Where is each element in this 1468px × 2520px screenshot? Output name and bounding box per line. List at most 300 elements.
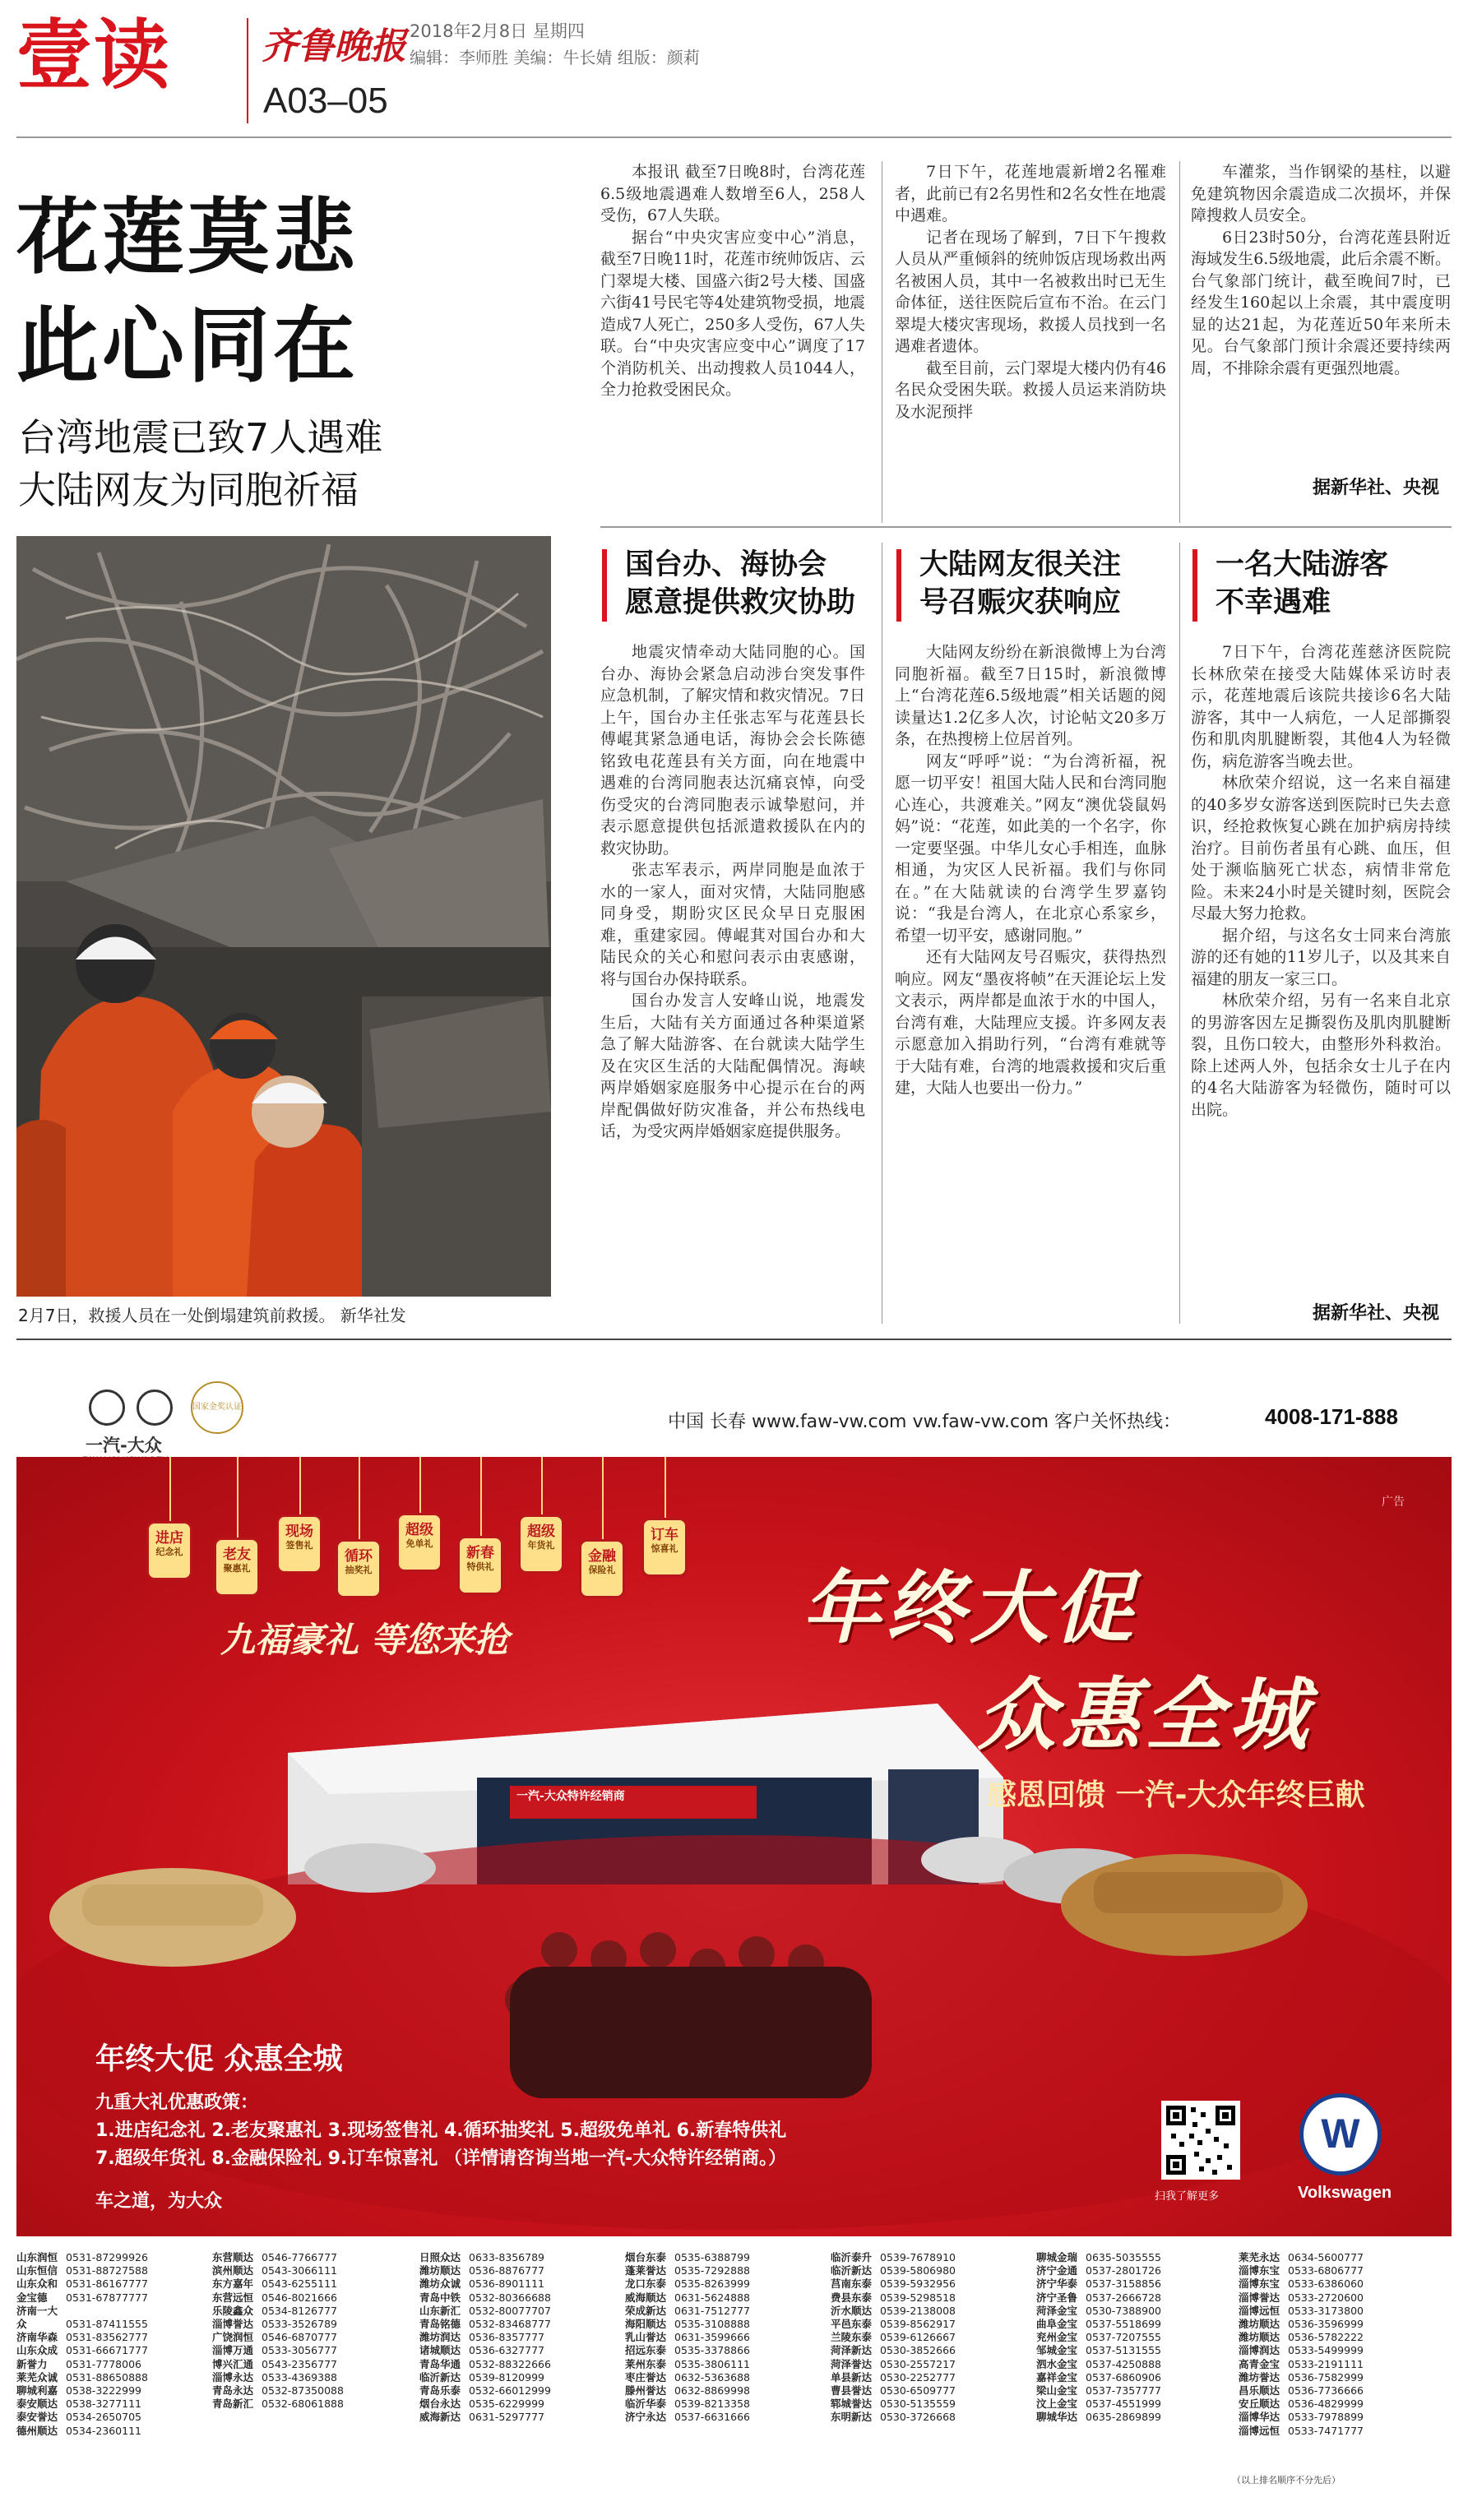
dealer-row: [1036, 2318, 1161, 2331]
section-title: 壹读: [16, 12, 172, 99]
dealer-phone: 0532-83468777: [469, 2318, 551, 2331]
certification-seal: 国家金奖认证: [191, 1381, 243, 1434]
volkswagen-logo-icon: W: [1299, 2093, 1382, 2176]
dealer-name: 临沂新达: [419, 2370, 461, 2384]
dealer-name: 莱芜众诚: [16, 2370, 58, 2384]
dealer-phone: 0535-3378866: [674, 2344, 750, 2357]
dealer-row: [212, 2251, 344, 2264]
rescue-photo-illustration: [16, 536, 551, 1297]
dealer-phone: 0537-6631666: [674, 2411, 750, 2424]
qr-code-icon[interactable]: [1161, 2101, 1240, 2180]
gift-lantern-title: 订车: [651, 1527, 678, 1543]
dealer-phone: 0539-5298518: [880, 2291, 956, 2304]
dealer-row: [1239, 2397, 1364, 2411]
dealer-phone: 0533-2191111: [1288, 2357, 1364, 2370]
dealer-row: [831, 2251, 956, 2264]
dealer-row: [1036, 2371, 1161, 2384]
dealer-row: [16, 2251, 148, 2264]
masthead-divider: [247, 18, 248, 123]
dealer-phone: 0537-4250888: [1086, 2357, 1161, 2370]
dealer-name: 淄博润达: [1239, 2344, 1280, 2357]
dealer-row: [419, 2384, 551, 2397]
dealer-column: [1239, 2251, 1364, 2438]
dealer-phone: 0532-66012999: [469, 2384, 551, 2397]
dealer-phone: 0537-5518699: [1086, 2318, 1161, 2331]
headline-line-1: 花莲莫悲: [16, 189, 359, 285]
dealer-row: [1036, 2411, 1161, 2424]
lantern-string: [665, 1457, 666, 1518]
dealer-phone: 0537-2801726: [1086, 2264, 1161, 2277]
dealer-phone: 0536-7582999: [1288, 2370, 1364, 2384]
dealer-phone: 0533-6806777: [1288, 2264, 1364, 2277]
dealer-phone: 0546-8021666: [262, 2291, 337, 2304]
article-c-byline: 据新华社、央视: [1313, 1303, 1440, 1324]
dealer-row: [1036, 2397, 1161, 2411]
dealer-row: [1239, 2371, 1364, 2384]
dealer-phone: 0530-6509777: [880, 2384, 956, 2397]
lead-article-column-1: [600, 161, 865, 539]
dealer-phone: 0536-3596999: [1288, 2318, 1364, 2331]
dealer-phone: 0536-8357777: [469, 2331, 544, 2344]
dealer-row: [1239, 2264, 1364, 2277]
dealer-name: 莱芜永达: [1239, 2251, 1280, 2263]
gift-lantern: [457, 1536, 503, 1595]
dealer-phone: 0536-8901111: [469, 2277, 544, 2291]
dealer-phone: 0536-4829999: [1288, 2397, 1364, 2411]
dealer-name: 潍坊顺达: [419, 2264, 461, 2277]
gift-lantern-title: 老友: [223, 1547, 251, 1563]
gift-lantern-subtitle: 签售礼: [285, 1540, 313, 1551]
dealer-row: [419, 2331, 551, 2344]
dealer-name: 临沂新达: [831, 2264, 873, 2277]
dealer-name: 济南一大众: [16, 2304, 58, 2331]
dealer-row: [625, 2305, 750, 2318]
dealer-name: 淄博誉达: [212, 2318, 254, 2331]
article-a-paragraph: 张志军表示，两岸同胞是血浓于水的一家人，面对灾情，大陆同胞感同身受，期盼灾区民众早日克服困难，重建家园。傅崐萁对国台办和大陆民众的关心和慰问表示由衷感谢，将与国台办保持联系。: [600, 861, 865, 988]
dealer-phone: 0533-7471777: [1288, 2424, 1364, 2437]
column-divider: [1179, 161, 1180, 523]
dealer-name: 潍坊润达: [419, 2331, 461, 2344]
dealer-phone: 0543-6255111: [262, 2277, 337, 2291]
dealer-phone: 0535-6229999: [469, 2397, 544, 2411]
dealer-name: 昌乐顺达: [1239, 2384, 1280, 2397]
dealer-row: [831, 2411, 956, 2424]
dealer-phone: 0533-7978899: [1288, 2411, 1364, 2424]
dealer-row: [1036, 2344, 1161, 2357]
newspaper-name: 齐鲁晚报: [262, 25, 406, 67]
dealer-name: 广饶润恒: [212, 2331, 254, 2344]
dealer-row: [1036, 2264, 1161, 2277]
headline-line-2: 此心同在: [16, 298, 359, 394]
dealer-name: 东营顺达: [212, 2251, 254, 2263]
dealer-name: 聊城金瑞: [1036, 2251, 1078, 2263]
dealer-name: 日照众达: [419, 2251, 461, 2263]
dealer-name: 青岛乐泰: [419, 2384, 461, 2397]
showroom-billboard: 一汽-大众特许经销商: [516, 1790, 625, 1803]
dealer-name: 枣庄誉达: [625, 2370, 667, 2384]
dealer-row: [1239, 2411, 1364, 2424]
dealer-column: [16, 2251, 148, 2438]
dealer-phone: 0635-5035555: [1086, 2251, 1161, 2263]
dealer-phone: 0539-5932956: [880, 2277, 956, 2291]
dealer-row: [625, 2371, 750, 2384]
dealer-phone: 0532-68061888: [262, 2397, 344, 2411]
faw-logo-icon: [89, 1389, 125, 1426]
dealer-row: [212, 2264, 344, 2277]
dealer-name: 莒南东泰: [831, 2277, 873, 2291]
column-divider: [1179, 543, 1180, 1324]
dealer-name: 青岛铭德: [419, 2318, 461, 2331]
dealer-phone: 0531-7778006: [66, 2357, 141, 2370]
dealer-name: 山东众和: [16, 2277, 58, 2291]
qr-code-pattern: [1165, 2104, 1237, 2176]
dealer-phone: 0535-3806111: [674, 2357, 750, 2370]
dealer-phone: 0632-8869998: [674, 2384, 750, 2397]
rescue-photo: [16, 536, 551, 1297]
dealer-name: 嘉祥金宝: [1036, 2370, 1078, 2384]
dealer-phone: 0539-2138008: [880, 2304, 956, 2317]
gift-lantern: [396, 1513, 442, 1572]
dealer-row: [1239, 2251, 1364, 2264]
dealer-row: [831, 2397, 956, 2411]
dealer-row: [1239, 2318, 1364, 2331]
dealer-phone: 0631-3599666: [674, 2331, 750, 2344]
ad-policy-line-2: 7.超级年货礼 8.金融保险礼 9.订车惊喜礼 （详情请咨询当地一汽-大众特许经销商。）: [95, 2148, 787, 2169]
article-c-title-line-1: 一名大陆游客: [1216, 548, 1389, 581]
dealer-row: [1036, 2331, 1161, 2344]
article-a-paragraph: 国台办发言人安峰山说，地震发生后，大陆有关方面通过各种渠道紧急了解大陆游客、在台就读大陆学生及在灾区生活的大陆配偶情况。海峡两岸婚姻家庭服务中心提示在台的两岸配偶做好防灾准备，并公布热线电话，为受灾两岸婚姻家庭提供服务。: [600, 992, 865, 1140]
dealer-row: [625, 2251, 750, 2264]
dealer-row: [625, 2344, 750, 2357]
dealer-phone: 0534-2650705: [66, 2411, 141, 2424]
lantern-string: [169, 1457, 171, 1521]
dealer-row: [419, 2291, 551, 2305]
dealer-name: 梁山金宝: [1036, 2384, 1078, 2397]
article-a-paragraph: 地震灾情牵动大陆同胞的心。国台办、海协会紧急启动涉台突发事件应急机制，了解灾情和救灾情况。7日上午，国台办主任张志军与花莲县长傅崐萁紧急通电话，海协会会长陈德铭致电花莲县有关方面，向在地震中遇难的台湾同胞表达沉痛哀悼，向受伤受灾的台湾同胞表示诚挚慰问，并表示愿意提供包括派遣救援队在内的救灾协助。: [600, 643, 865, 858]
gift-lantern: [146, 1521, 192, 1580]
dealer-phone: 0534-8126777: [262, 2304, 337, 2317]
gift-lantern-title: 新春: [466, 1545, 494, 1561]
dealer-phone: 0634-5600777: [1288, 2251, 1364, 2263]
dealer-phone: 0534-2360111: [66, 2424, 141, 2437]
dealer-column: [831, 2251, 956, 2425]
dealer-name: 东明新达: [831, 2411, 873, 2424]
dealer-row: [1239, 2331, 1364, 2344]
publication-date: 2018年2月8日 星期四: [410, 21, 585, 41]
dealer-row: [419, 2371, 551, 2384]
dealer-name: 龙口东泰: [625, 2277, 667, 2291]
dealer-name: 汶上金宝: [1036, 2397, 1078, 2411]
subheadline-line-2: 大陆网友为同胞祈福: [18, 468, 359, 512]
dealer-phone: 0535-7292888: [674, 2264, 750, 2277]
dealer-row: [625, 2277, 750, 2291]
dealer-name: 潍坊顺达: [1239, 2318, 1280, 2331]
article-b-paragraph: 网友“呼呼”说：“为台湾祈福，祝愿一切平安！祖国大陆人民和台湾同胞心连心，共渡难关。”网友“澳优袋鼠妈妈”说：“花莲，如此美的一个名字，你一定要坚强。中华儿女心手相连，血脉相通，为灾区人民祈福。我们与你同在。”在大陆就读的台湾学生罗嘉钧说：“我是台湾人，在北京心系家乡，希望一切平安，感谢同胞。”: [895, 751, 1166, 945]
gift-lantern-title: 超级: [527, 1524, 555, 1540]
dealer-row: [212, 2291, 344, 2305]
dealer-name: 德州顺达: [16, 2424, 58, 2437]
dealer-row: [625, 2411, 750, 2424]
dealer-column: [625, 2251, 750, 2425]
dealer-row: [831, 2318, 956, 2331]
dealer-row: [831, 2331, 956, 2344]
dealer-name: 新誉力: [16, 2357, 48, 2370]
dealer-row: [16, 2397, 148, 2411]
article-title-accent: [602, 549, 607, 622]
dealer-phone: 0536-6327777: [469, 2344, 544, 2357]
gift-lantern-subtitle: 纪念礼: [155, 1547, 183, 1557]
dealer-name: 山东恒信: [16, 2264, 58, 2277]
ad-separator: [16, 1339, 1452, 1340]
dealer-name: 泗水金宝: [1036, 2357, 1078, 2370]
dealer-phone: 0631-7512777: [674, 2304, 750, 2317]
dealer-name: 郓城誉达: [831, 2397, 873, 2411]
dealer-name: 泰安顺达: [16, 2397, 58, 2411]
dealer-name: 邹城金宝: [1036, 2344, 1078, 2357]
dealer-row: [419, 2251, 551, 2264]
dealer-name: 济宁圣鲁: [1036, 2291, 1078, 2304]
dealer-name: 曲阜金宝: [1036, 2318, 1078, 2331]
dealer-name: 乳山誉达: [625, 2331, 667, 2344]
dealer-phone: 0535-3108888: [674, 2318, 750, 2331]
gift-lantern-subtitle: 免单礼: [405, 1538, 433, 1549]
dealer-name: 博兴汇通: [212, 2357, 254, 2370]
dealer-name: 潍坊顺达: [1239, 2331, 1280, 2344]
lantern-string: [299, 1457, 301, 1514]
dealer-phone: 0531-67877777: [66, 2291, 148, 2304]
dealer-phone: 0539-7678910: [880, 2251, 956, 2263]
dealer-phone: 0530-3726668: [880, 2411, 956, 2424]
dealer-name: 山东新汇: [419, 2304, 461, 2317]
lead-paragraph-1: 本报讯 截至7日晚8时，台湾花莲6.5级地震遇难人数增至6人，258人受伤，67人失联。: [600, 163, 865, 224]
dealer-row: [831, 2264, 956, 2277]
dealer-phone: 0531-88650888: [66, 2370, 148, 2384]
gift-lantern: [518, 1514, 564, 1574]
gift-lantern: [641, 1518, 688, 1577]
dealer-phone: 0635-2869899: [1086, 2411, 1161, 2424]
dealer-row: [625, 2264, 750, 2277]
lead-paragraph-5: 截至目前，云门翠堤大楼内仍有46名民众受困失联。救援人员运来消防块及水泥预拌: [895, 358, 1166, 421]
dealer-row: [16, 2371, 148, 2384]
gift-lantern-title: 超级: [405, 1522, 433, 1538]
dealer-phone: 0532-80077707: [469, 2304, 551, 2317]
dealer-phone: 0632-5363688: [674, 2370, 750, 2384]
lead-article-column-2: [895, 161, 1166, 539]
dealer-phone: 0531-66671777: [66, 2344, 148, 2357]
dealer-phone: 0530-5135559: [880, 2397, 956, 2411]
dealer-name: 济宁永达: [625, 2411, 667, 2424]
ad-policy-title: 九重大礼优惠政策：: [95, 2092, 259, 2113]
lantern-string: [419, 1457, 421, 1513]
dealer-row: [419, 2358, 551, 2371]
ad-tagline: 车之道，为大众: [95, 2191, 223, 2212]
qr-caption: 扫我了解更多: [1155, 2190, 1220, 2203]
dealer-row: [419, 2264, 551, 2277]
gift-lantern: [276, 1514, 322, 1574]
dealer-name: 安丘顺达: [1239, 2397, 1280, 2411]
article-title-accent: [1192, 549, 1197, 622]
dealer-phone: 0536-8876777: [469, 2264, 544, 2277]
dealer-phone: 0532-88322666: [469, 2357, 551, 2370]
lantern-string: [602, 1457, 604, 1539]
dealer-phone: 0533-3173800: [1288, 2304, 1364, 2317]
dealer-row: [831, 2358, 956, 2371]
dealer-row: [1239, 2425, 1364, 2438]
article-c-paragraph: 据介绍，与这名女士同来台湾旅游的还有她的11岁儿子，以及其来自福建的朋友一家三口。: [1191, 926, 1451, 988]
dealer-phone: 0536-5782222: [1288, 2331, 1364, 2344]
dealer-phone: 0539-8120999: [469, 2370, 544, 2384]
dealer-phone: 0539-6126667: [880, 2331, 956, 2344]
gift-lantern-subtitle: 年货礼: [527, 1540, 555, 1551]
dealer-row: [16, 2305, 148, 2331]
dealer-row: [16, 2411, 148, 2424]
gift-lantern-subtitle: 抽奖礼: [345, 1565, 373, 1575]
dealer-phone: 0631-5624888: [674, 2291, 750, 2304]
dealer-name: 蓬莱誉达: [625, 2264, 667, 2277]
dealer-phone: 0537-2666728: [1086, 2291, 1161, 2304]
dealer-name: 金宝德: [16, 2291, 48, 2304]
lead-paragraph-2: 据台“中央灾害应变中心”消息，截至7日晚11时，花莲市统帅饭店、云门翠堤大楼、国盛六街2号大楼、国盛六街41号民宅等4处建筑物受损，地震造成7人死亡，250多人受伤，67人失联。台“中央灾害应变中心”调度了17个消防机关、出动搜救人员1044人，全力抢救受困民众。: [600, 228, 865, 399]
dealer-row: [831, 2344, 956, 2357]
dealer-row: [625, 2331, 750, 2344]
dealer-name: 淄博远恒: [1239, 2304, 1280, 2317]
gift-lantern-title: 现场: [285, 1524, 313, 1540]
dealer-row: [625, 2358, 750, 2371]
dealer-row: [212, 2358, 344, 2371]
dealer-phone: 0531-88727588: [66, 2264, 148, 2277]
subheadline-line-1: 台湾地震已致7人遇难: [18, 415, 383, 460]
dealer-row: [1036, 2291, 1161, 2305]
dealer-name: 山东润恒: [16, 2251, 58, 2263]
dealer-name: 青岛中铁: [419, 2291, 461, 2304]
dealer-row: [212, 2331, 344, 2344]
dealer-name: 济宁金通: [1036, 2264, 1078, 2277]
dealer-name: 滕州誉达: [625, 2384, 667, 2397]
gift-lantern: [214, 1537, 260, 1597]
dealer-phone: 0536-7736666: [1288, 2384, 1364, 2397]
dealer-name: 菏泽金宝: [1036, 2304, 1078, 2317]
dealer-row: [212, 2371, 344, 2384]
dealer-row: [625, 2318, 750, 2331]
dealer-phone: 0530-7388900: [1086, 2304, 1161, 2317]
dealer-phone: 0533-2720600: [1288, 2291, 1364, 2304]
article-b-body: [895, 641, 1166, 1332]
dealer-name: 淄博誉达: [1239, 2291, 1280, 2304]
ad-label: 广告: [1382, 1496, 1405, 1509]
dealer-row: [16, 2331, 148, 2344]
dealer-phone: 0539-8213358: [674, 2397, 750, 2411]
dealer-phone: 0530-3852666: [880, 2344, 956, 2357]
dealer-name: 兰陵东泰: [831, 2331, 873, 2344]
dealer-row: [625, 2291, 750, 2305]
dealer-column: [212, 2251, 344, 2411]
gift-lantern-subtitle: 保险礼: [588, 1565, 616, 1575]
dealer-phone: 0538-3222999: [66, 2384, 141, 2397]
lantern-string: [480, 1457, 482, 1536]
dealer-row: [419, 2277, 551, 2291]
dealer-name: 烟台永达: [419, 2397, 461, 2411]
dealer-phone: 0531-87411555: [66, 2318, 148, 2331]
gift-lantern-title: 进店: [155, 1530, 183, 1547]
dealer-row: [625, 2397, 750, 2411]
dealer-name: 莱州东泰: [625, 2357, 667, 2370]
lead-article-column-3: [1191, 161, 1451, 474]
article-b-title-line-2: 号召赈灾获响应: [919, 586, 1122, 619]
dealer-phone: 0546-7766777: [262, 2251, 337, 2263]
dealer-row: [1239, 2277, 1364, 2291]
dealer-name: 菏泽誉达: [831, 2357, 873, 2370]
dealer-name: 青岛永达: [212, 2384, 254, 2397]
photo-caption: 2月7日，救援人员在一处倒塌建筑前救援。 新华社发: [18, 1306, 406, 1325]
dealer-row: [16, 2344, 148, 2357]
dealer-name: 聊城利嘉: [16, 2384, 58, 2397]
dealer-name: 威海顺达: [625, 2291, 667, 2304]
dealer-row: [419, 2318, 551, 2331]
ad-headline-1: 年终大促: [802, 1561, 1137, 1654]
dealer-phone: 0533-5499999: [1288, 2344, 1364, 2357]
ad-policy-line-1: 1.进店纪念礼 2.老友聚惠礼 3.现场签售礼 4.循环抽奖礼 5.超级免单礼 6.新春特供礼: [95, 2120, 787, 2141]
dealer-name: 诸城顺达: [419, 2344, 461, 2357]
dealer-phone: 0543-2356777: [262, 2357, 337, 2370]
masthead-rule: [16, 136, 1452, 138]
dealer-row: [831, 2305, 956, 2318]
page-number: A03–05: [263, 81, 388, 121]
dealer-name: 菏泽新达: [831, 2344, 873, 2357]
article-c-paragraph: 7日下午，台湾花莲慈济医院院长林欣荣在接受大陆媒体采访时表示，花莲地震后该院共接诊6名大陆游客，其中一人病危，一人足部撕裂伤和肌肉肌腱断裂，其他4人为轻微伤，病危游客当晚去世。: [1191, 643, 1451, 770]
dealer-phone: 0537-3158856: [1086, 2277, 1161, 2291]
dealer-name: 淄博东宝: [1239, 2264, 1280, 2277]
dealer-name: 费县东泰: [831, 2291, 873, 2304]
dealer-phone: 0537-7207555: [1086, 2331, 1161, 2344]
dealer-directory: [16, 2251, 1452, 2490]
gift-lantern-title: 金融: [588, 1548, 616, 1565]
ad-contact: 中国 长春 www.faw-vw.com vw.faw-vw.com 客户关怀热线：: [668, 1412, 1181, 1432]
ad-headline-2: 众惠全城: [977, 1668, 1313, 1761]
dealer-phone: 0543-3066111: [262, 2264, 337, 2277]
dealer-row: [16, 2384, 148, 2397]
dealer-row: [625, 2384, 750, 2397]
dealer-note: （以上排名顺序不分先后）: [1232, 2475, 1341, 2485]
dealer-row: [831, 2384, 956, 2397]
dealer-name: 淄博万通: [212, 2344, 254, 2357]
dealer-column: [1036, 2251, 1161, 2425]
dealer-row: [831, 2277, 956, 2291]
dealer-phone: 0633-8356789: [469, 2251, 544, 2263]
dealer-phone: 0537-5131555: [1086, 2344, 1161, 2357]
dealer-row: [212, 2397, 344, 2411]
dealer-phone: 0537-4551999: [1086, 2397, 1161, 2411]
dealer-phone: 0531-83562777: [66, 2331, 148, 2344]
dealer-name: 威海新达: [419, 2411, 461, 2424]
article-b-paragraph: 还有大陆网友号召赈灾，获得热烈响应。网友“墨夜将帧”在天涯论坛上发文表示，两岸都是血浓于水的中国人，台湾有难，大陆理应支援。许多网友表示愿意加入捐助行列，“台湾有难就等于大陆有难，台湾的地震救援和灾后重建，大陆人也要出一份力。”: [895, 948, 1166, 1097]
article-a-body: [600, 641, 865, 1332]
dealer-phone: 0546-6870777: [262, 2331, 337, 2344]
dealer-name: 沂水顺达: [831, 2304, 873, 2317]
dealer-row: [16, 2425, 148, 2438]
dealer-name: 临沂华泰: [625, 2397, 667, 2411]
dealer-row: [1036, 2358, 1161, 2371]
dealer-phone: 0532-80366688: [469, 2291, 551, 2304]
dealer-name: 海阳顺达: [625, 2318, 667, 2331]
dealer-name: 乐陵鑫众: [212, 2304, 254, 2317]
dealer-name: 青岛华通: [419, 2357, 461, 2370]
lead-article-byline: 据新华社、央视: [1313, 478, 1440, 498]
dealer-name: 曹县誉达: [831, 2384, 873, 2397]
dealer-name: 高青金宝: [1239, 2357, 1280, 2370]
dealer-row: [1036, 2251, 1161, 2264]
dealer-column: [419, 2251, 551, 2425]
dealer-phone: 0533-3526789: [262, 2318, 337, 2331]
